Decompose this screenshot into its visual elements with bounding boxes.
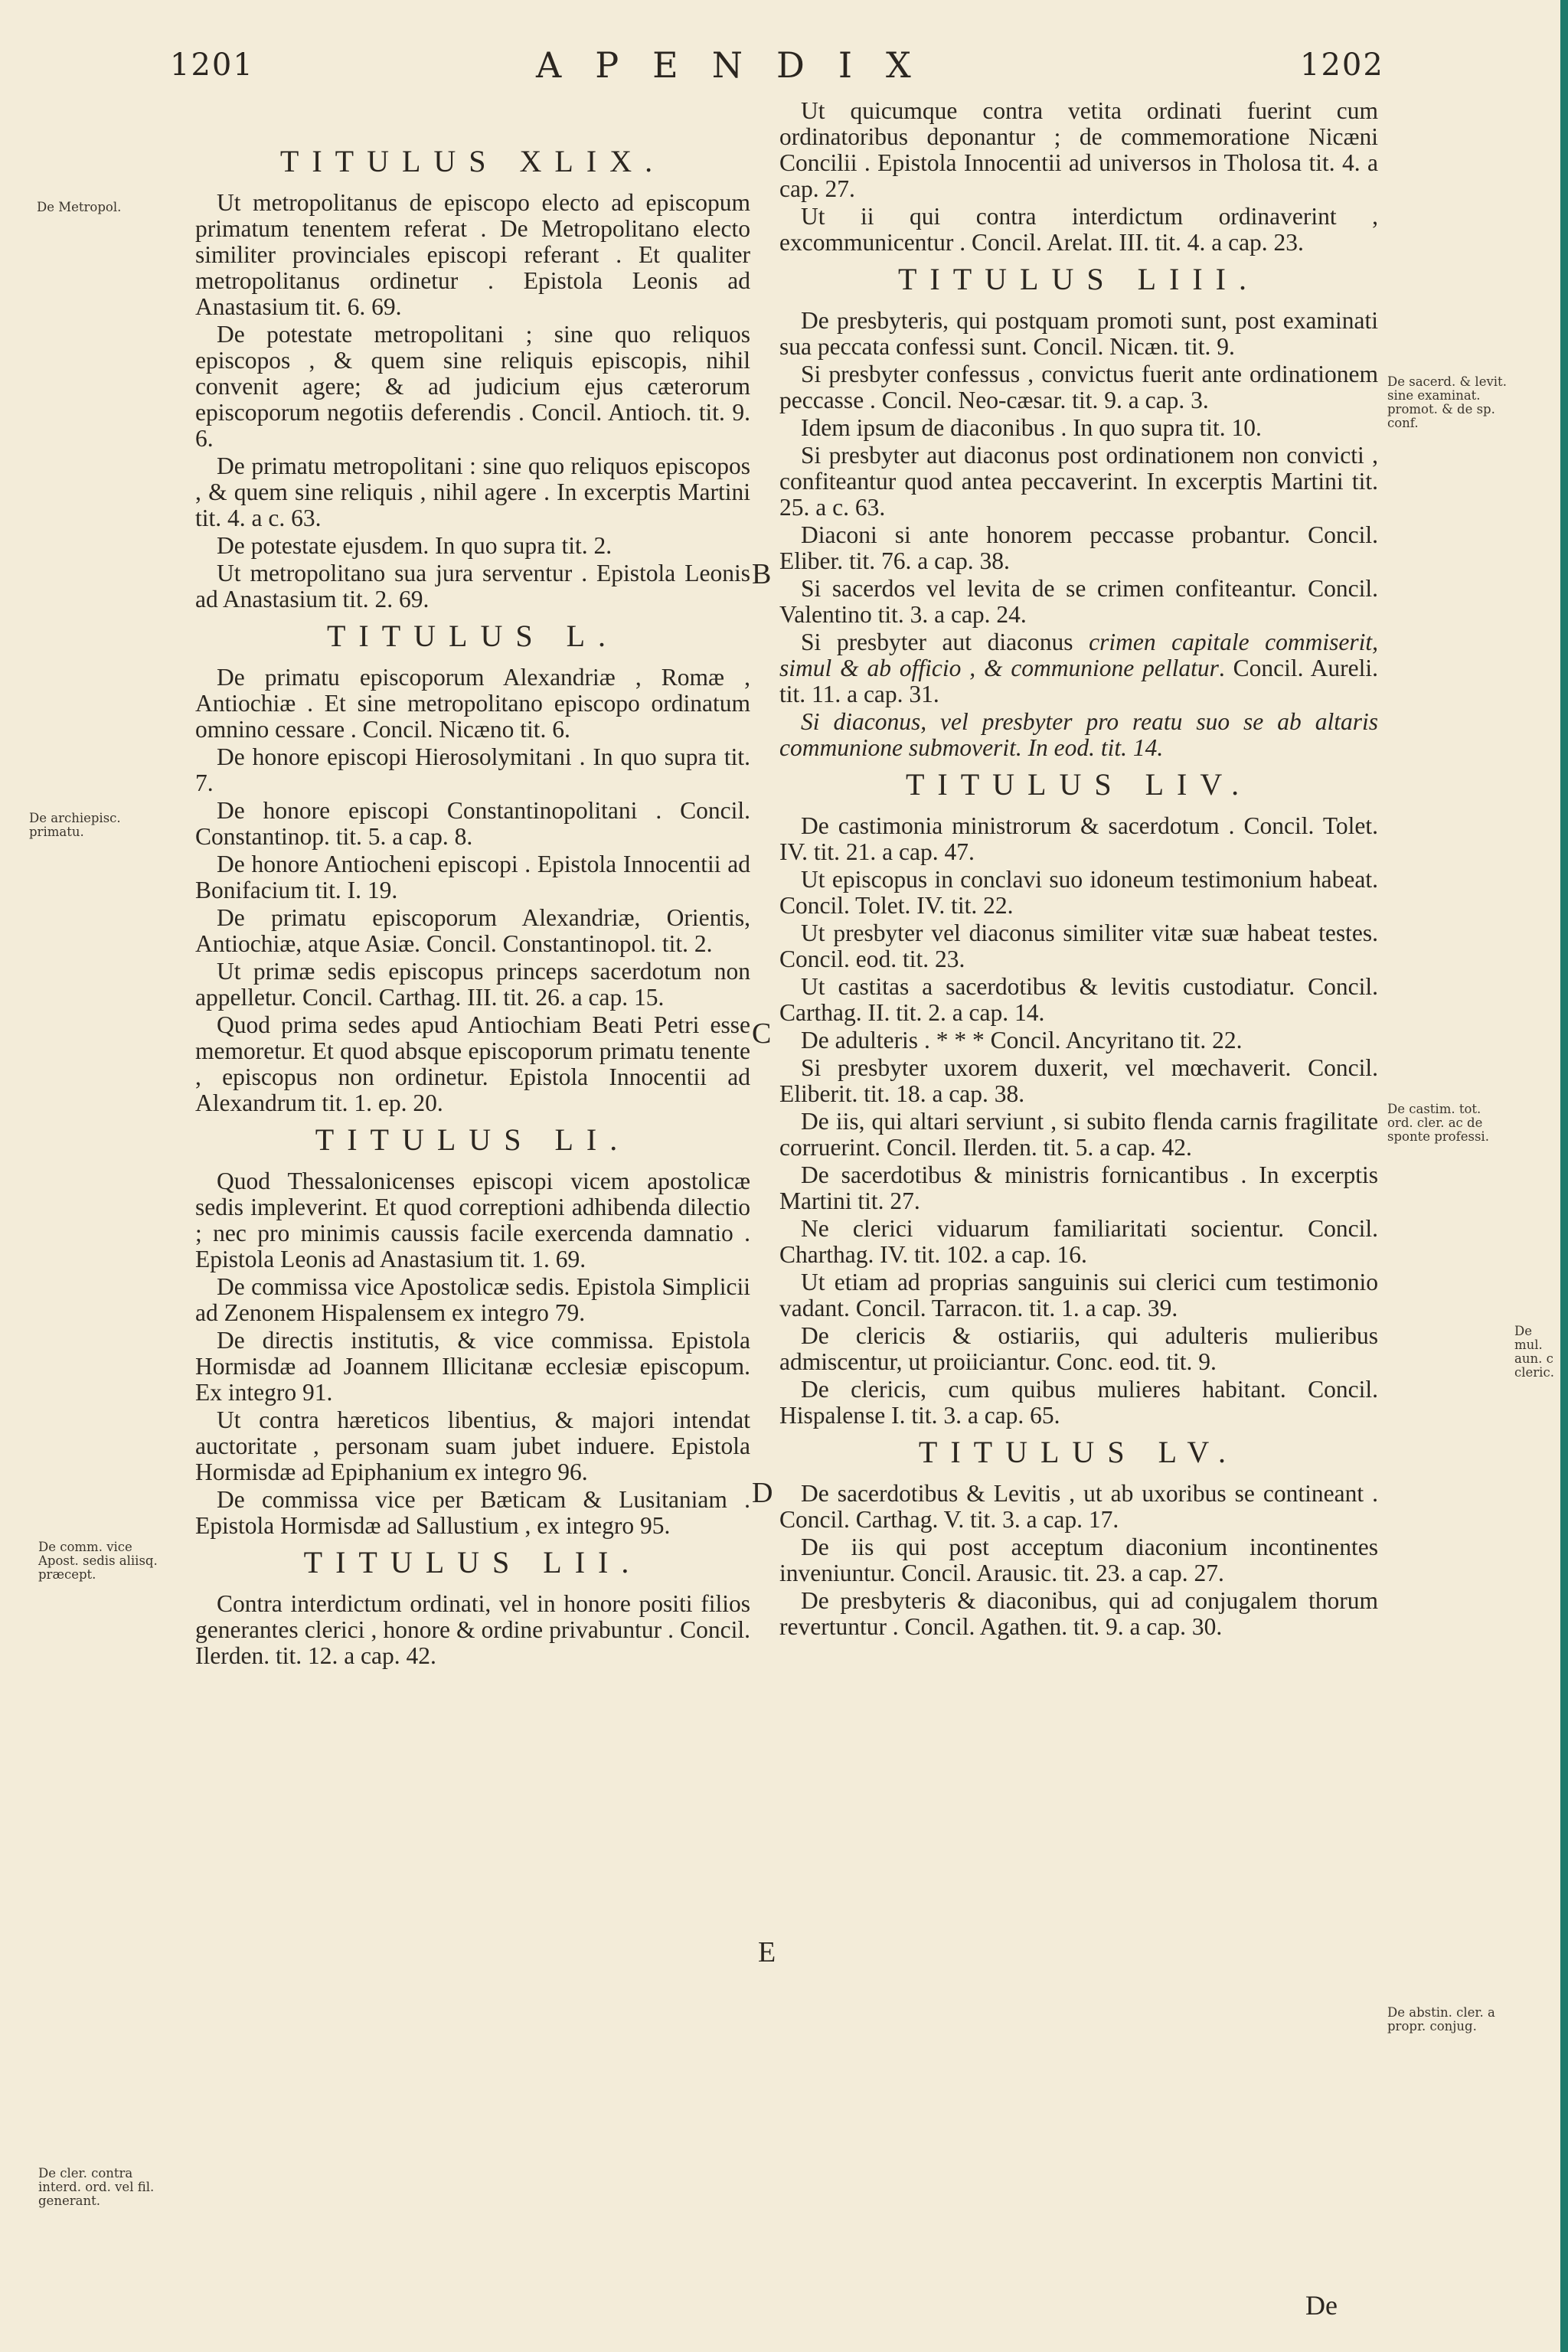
margin-note: De abstin. cler. a propr. conjug. [1387,2005,1495,2034]
entry: De honore episcopi Hierosolymitani . In quo supra tit. 7. [195,743,750,796]
entry: De primatu metropolitani : sine quo reliquos episcopos , & quem sine reliquis , nihil agere . In excerptis Martini tit. 4. a c. 63. [195,452,750,531]
entry: De honore episcopi Constantinopolitani . Concil. Constantinop. tit. 5. a cap. 8. [195,797,750,850]
entry: De iis, qui altari serviunt , si subito flenda carnis fragilitate corruerint. Concil. Ilerden. tit. 5. a cap. 42. [779,1108,1378,1161]
titulus-heading: TITULUS LII. [303,1545,642,1579]
left-column [195,138,750,1671]
entry: De primatu episcoporum Alexandriæ , Romæ , Antiochiæ . Et sine metropolitano episcopo ordinatum omnino cessare . Concil. Nicæno tit. 6. [195,664,750,743]
entry: Ut ii qui contra interdictum ordinaverint , excommunicentur . Concil. Arelat. III. tit. 4. a cap. 23. [779,203,1378,256]
titulus-heading: TITULUS XLIX. [279,144,666,178]
entry: De primatu episcoporum Alexandriæ, Orientis, Antiochiæ, atque Asiæ. Concil. Constantinopol. tit. 2. [195,904,750,957]
entry: Ut castitas a sacerdotibus & levitis custodiatur. Concil. Carthag. II. tit. 2. a cap. 14. [779,973,1378,1026]
entry: De directis institutis, & vice commissa. Epistola Hormisdæ ad Joannem Illicitanæ ecclesiæ episcopum. Ex integro 91. [195,1327,750,1406]
entry-text: . Concil. Aureli. tit. 11. a cap. 31. [779,655,1378,707]
entry: De presbyteris & diaconibus, qui ad conjugalem thorum revertuntur . Concil. Agathen. tit. 9. a cap. 30. [779,1587,1378,1640]
entry: Ut etiam ad proprias sanguinis sui clerici cum testimonio vadant. Concil. Tarracon. tit. 1. a cap. 39. [779,1269,1378,1321]
titulus-heading: TITULUS LI. [315,1122,631,1157]
entry: Ut metropolitano sua jura serventur . Epistola Leonis ad Anastasium tit. 2. 69. [195,560,750,612]
entry: De clericis & ostiariis, qui adulteris mulieribus admiscentur, ut proiiciantur. Conc. eod. tit. 9. [779,1322,1378,1375]
titulus-heading: TITULUS LIV. [905,767,1253,802]
entry: Ut quicumque contra vetita ordinati fuerint cum ordinatoribus deponantur ; de commemoratione Nicæni Concilii . Epistola Innocentii ad universos in Tholosa tit. 4. a cap. 27. [779,97,1378,202]
margin-note: De cler. contra interd. ord. vel fil. generant. [38,2166,155,2208]
entry: De potestate metropolitani ; sine quo reliquos episcopos , & quem sine reliquis episcopis, nihil convenit agere; & ad judicium ejus cæterorum episcoporum negotiis deferendis . Concil. Antioch. tit. 9. 6. [195,321,750,452]
entry: Ne clerici viduarum familiaritati socientur. Concil. Charthag. IV. tit. 102. a cap. 16. [779,1215,1378,1268]
entry: Contra interdictum ordinati, vel in honore positi filios generantes clerici , honore & ordine privabuntur . Concil. Ilerden. tit. 12. a cap. 42. [195,1590,750,1669]
entry: De castimonia ministrorum & sacerdotum . Concil. Tolet. IV. tit. 21. a cap. 47. [779,812,1378,865]
entry: Ut contra hæreticos libentius, & majori intendat auctoritate , personam suam jubet induere. Epistola Hormisdæ ad Epiphanium ex integro 96. [195,1406,750,1485]
margin-note: De mul. aun. c cleric. [1514,1324,1554,1380]
entry: Idem ipsum de diaconibus . In quo supra tit. 10. [801,414,1262,441]
entry: Si presbyter aut diaconus post ordinationem non convicti , confiteantur quod antea peccaverint. In excerptis Martini tit. 25. a c. 63. [779,442,1378,521]
entry: De adulteris . * * * Concil. Ancyritano tit. 22. [801,1027,1243,1054]
titulus-heading: TITULUS LV. [918,1435,1240,1469]
margin-note: De archiepisc. primatu. [29,811,121,839]
entry: De honore Antiocheni episcopi . Epistola Innocentii ad Bonifacium tit. I. 19. [195,851,750,903]
entry: Si diaconus, vel presbyter pro reatu suo se ab altaris communione submoverit. In eod. tit. 14. [779,708,1378,761]
entry-text: Si presbyter aut diaconus [801,629,1089,655]
entry: Quod prima sedes apud Antiochiam Beati Petri esse memoretur. Et quod absque episcoporum primatu tenente , episcopus non ordinetur. Epistola Innocentii ad Alexandrum tit. 1. ep. 20. [195,1011,750,1116]
entry: Si sacerdos vel levita de se crimen confiteantur. Concil. Valentino tit. 3. a cap. 24. [779,575,1378,628]
entry: De iis qui post acceptum diaconium incontinentes inveniuntur. Concil. Arausic. tit. 23. a cap. 27. [779,1534,1378,1586]
entry: Si presbyter uxorem duxerit, vel mœchaverit. Concil. Eliberit. tit. 18. a cap. 38. [779,1054,1378,1107]
entry: Quod Thessalonicenses episcopi vicem apostolicæ sedis impleverint. Et quod correptioni adhibenda dilectio ; nec pro minimis caussis facile exercenda damnatio . Epistola Leonis ad Anastasium tit. 1. 69. [195,1168,750,1272]
entry: Ut metropolitanus de episcopo electo ad episcopum primatum tenentem referat . De Metropolitano electo similiter provinciales episcopi referant . Et qualiter metropolitanus ordinetur . Epistola Leonis ad Anastasium tit. 6. 69. [195,189,750,320]
entry: Ut primæ sedis episcopus princeps sacerdotum non appelletur. Concil. Carthag. III. tit. 26. a cap. 15. [195,958,750,1011]
page-edge [1560,0,1568,2352]
entry: De commissa vice per Bæticam & Lusitaniam . Epistola Hormisdæ ad Sallustium , ex integro 95. [195,1486,750,1539]
entry: De potestate ejusdem. In quo supra tit. 2. [217,532,612,559]
section-letter: B [752,558,772,590]
entry: Diaconi si ante honorem peccasse probantur. Concil. Eliber. tit. 76. a cap. 38. [779,521,1378,574]
margin-note: De castim. tot. ord. cler. ac de sponte professi. [1387,1102,1489,1144]
margin-note: De Metropol. [37,200,122,214]
page-number-right: 1202 [1300,47,1384,83]
margin-note: De comm. vice Apost. sedis aliisq. præcept. [38,1540,158,1582]
titulus-heading: TITULUS L. [326,619,619,653]
entry: De clericis, cum quibus mulieres habitant. Concil. Hispalense I. tit. 3. a cap. 65. [779,1376,1378,1429]
titulus-heading: TITULUS LIII. [897,262,1260,296]
margin-note: De sacerd. & levit. sine examinat. promot. & de sp. conf. [1387,374,1507,430]
section-letter: C [752,1018,772,1050]
right-column [779,98,1378,1642]
catchword: De [1305,2290,1338,2321]
entry: De commissa vice Apostolicæ sedis. Epistola Simplicii ad Zenonem Hispalensem ex integro 79. [195,1273,750,1326]
running-title: APENDIX [536,44,945,86]
section-letter: D [752,1477,773,1509]
entry-italic: crimen capitale commiserit, simul & ab officio , & communione pellatur [779,629,1378,681]
entry: De sacerdotibus & ministris fornicantibus . In excerptis Martini tit. 27. [779,1161,1378,1214]
entry: Ut presbyter vel diaconus similiter vitæ suæ habeat testes. Concil. eod. tit. 23. [779,920,1378,972]
section-letter: E [758,1936,776,1968]
entry [779,629,1378,707]
entry: Ut episcopus in conclavi suo idoneum testimonium habeat. Concil. Tolet. IV. tit. 22. [779,866,1378,919]
entry: De sacerdotibus & Levitis , ut ab uxoribus se contineant . Concil. Carthag. V. tit. 3. a cap. 17. [779,1480,1378,1533]
page-number-left: 1201 [170,47,254,83]
entry: Si presbyter confessus , convictus fuerit ante ordinationem peccasse . Concil. Neo-cæsar. tit. 9. a cap. 3. [779,361,1378,413]
entry: De presbyteris, qui postquam promoti sunt, post examinati sua peccata confessi sunt. Concil. Nicæn. tit. 9. [779,307,1378,360]
